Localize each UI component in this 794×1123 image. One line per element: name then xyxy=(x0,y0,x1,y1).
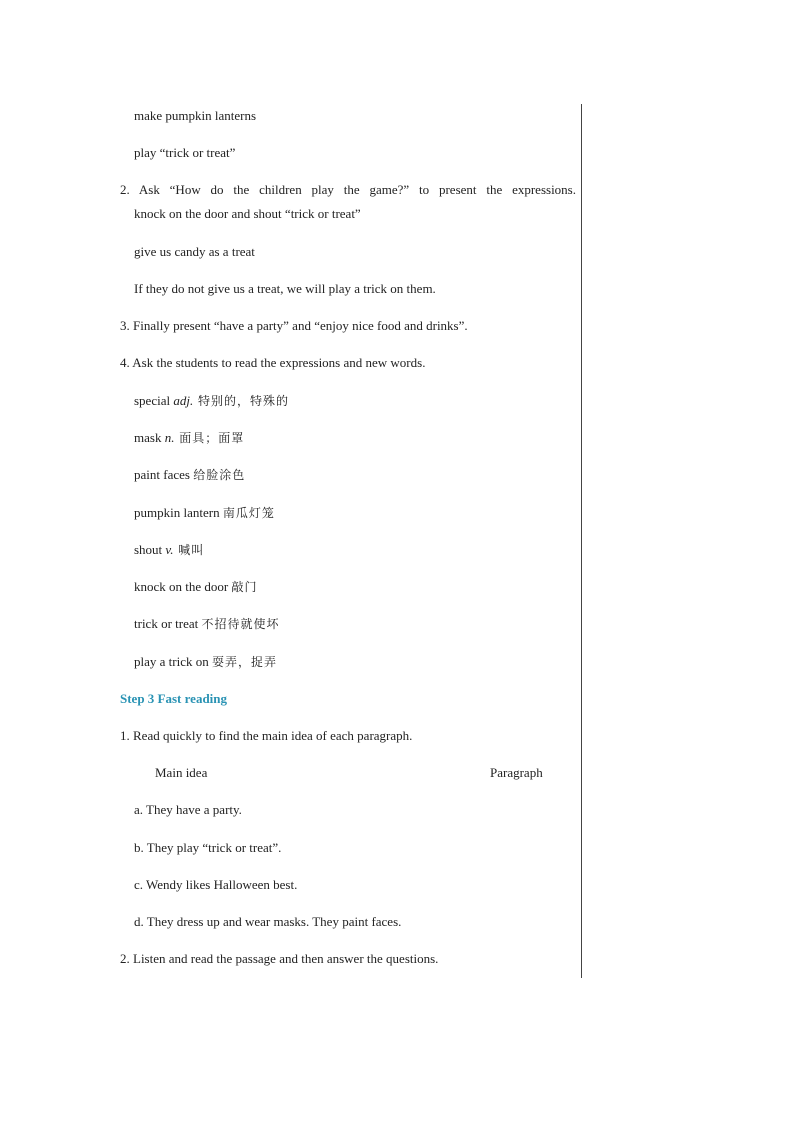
vocab-item: knock on the door 敲门 xyxy=(134,579,258,594)
option-item: c. Wendy likes Halloween best. xyxy=(134,877,298,892)
vocab-item: special adj. 特别的，特殊的 xyxy=(134,393,290,408)
instruction-line: 1. Read quickly to find the main idea of each paragraph. xyxy=(120,728,413,743)
vocab-item: shout v. 喊叫 xyxy=(134,542,205,557)
expression-line: play “trick or treat” xyxy=(134,145,236,160)
vocab-item: play a trick on 耍弄，捉弄 xyxy=(134,654,277,669)
instruction-line: 2. Ask “How do the children play the game?” to present the expressions. xyxy=(120,182,576,197)
instruction-line: 3. Finally present “have a party” and “enjoy nice food and drinks”. xyxy=(120,318,468,333)
option-item: b. They play “trick or treat”. xyxy=(134,840,282,855)
option-item: d. They dress up and wear masks. They paint faces. xyxy=(134,914,402,929)
option-item: a. They have a party. xyxy=(134,802,242,817)
expression-line: make pumpkin lanterns xyxy=(134,108,257,123)
expression-line: If they do not give us a treat, we will play a trick on them. xyxy=(134,281,436,296)
column-divider xyxy=(581,104,582,978)
column-header-paragraph: Paragraph xyxy=(490,765,543,780)
instruction-line: 2. Listen and read the passage and then answer the questions. xyxy=(120,951,439,966)
section-heading: Step 3 Fast reading xyxy=(120,691,228,706)
vocab-item: pumpkin lantern 南瓜灯笼 xyxy=(134,505,275,520)
column-header-main-idea: Main idea xyxy=(155,765,208,780)
vocab-item: mask n. 面具；面罩 xyxy=(134,430,245,445)
vocab-item: paint faces 给脸涂色 xyxy=(134,467,246,482)
expression-line: give us candy as a treat xyxy=(134,244,255,259)
instruction-line: 4. Ask the students to read the expressions and new words. xyxy=(120,355,426,370)
vocab-item: trick or treat 不招待就使坏 xyxy=(134,616,280,631)
expression-line: knock on the door and shout “trick or treat” xyxy=(134,206,361,221)
